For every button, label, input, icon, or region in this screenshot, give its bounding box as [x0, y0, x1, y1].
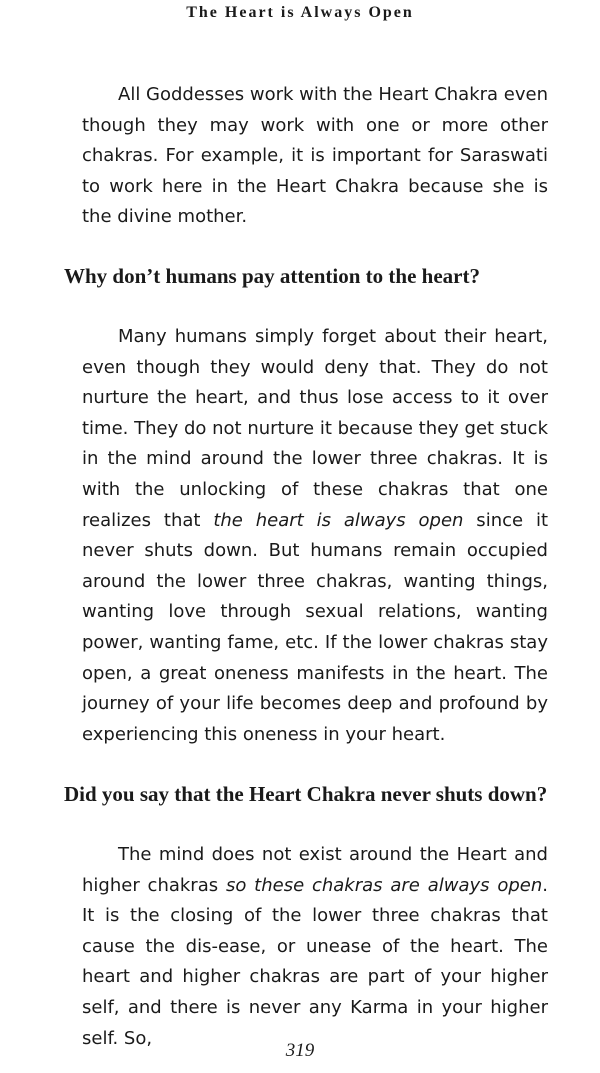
paragraph-humans [82, 322, 548, 750]
paragraph-goddesses [82, 80, 548, 233]
question-heading: Did you say that the Heart Chakra never shuts down? [64, 782, 548, 806]
page-number: 319 [285, 1040, 315, 1061]
paragraph-text: . It is the closing of the lower three chakras that cause the dis-ease, or unease of the heart. The heart and higher chakras are part of your higher self, and there is never any Karma in your higher self. So, [82, 874, 548, 1049]
emphasis-text: so these chakras are always open [225, 874, 543, 896]
running-header: The Heart is Always Open [186, 4, 414, 21]
paragraph-text: The mind does not exist around the Heart and higher chakras [82, 844, 548, 896]
paragraph-mind [82, 840, 548, 1054]
question-heading: Why don’t humans pay attention to the heart? [64, 264, 480, 288]
paragraph-text: Many humans simply forget about their heart, even though they would deny that. They do not nurture the heart, and thus lose access to it over time. They do not nurture it because they get stuck in the mind around the lower three chakras. It is with the unlocking of these chakras that one realizes that [82, 326, 548, 531]
paragraph-text: since it never shuts down. But humans remain occupied around the lower three chakras, wanting things, wanting love through sexual relations, wanting power, wanting fame, etc. If the lower chakras stay open, a great oneness manifests in the heart. The journey of your life becomes deep and profound by experiencing this oneness in your heart. [82, 509, 548, 745]
paragraph-text: All Goddesses work with the Heart Chakra even though they may work with one or more other chakras. For example, it is important for Saraswati to work here in the Heart Chakra because she is the divine mother. [82, 84, 548, 228]
emphasis-text: the heart is always open [213, 509, 464, 531]
